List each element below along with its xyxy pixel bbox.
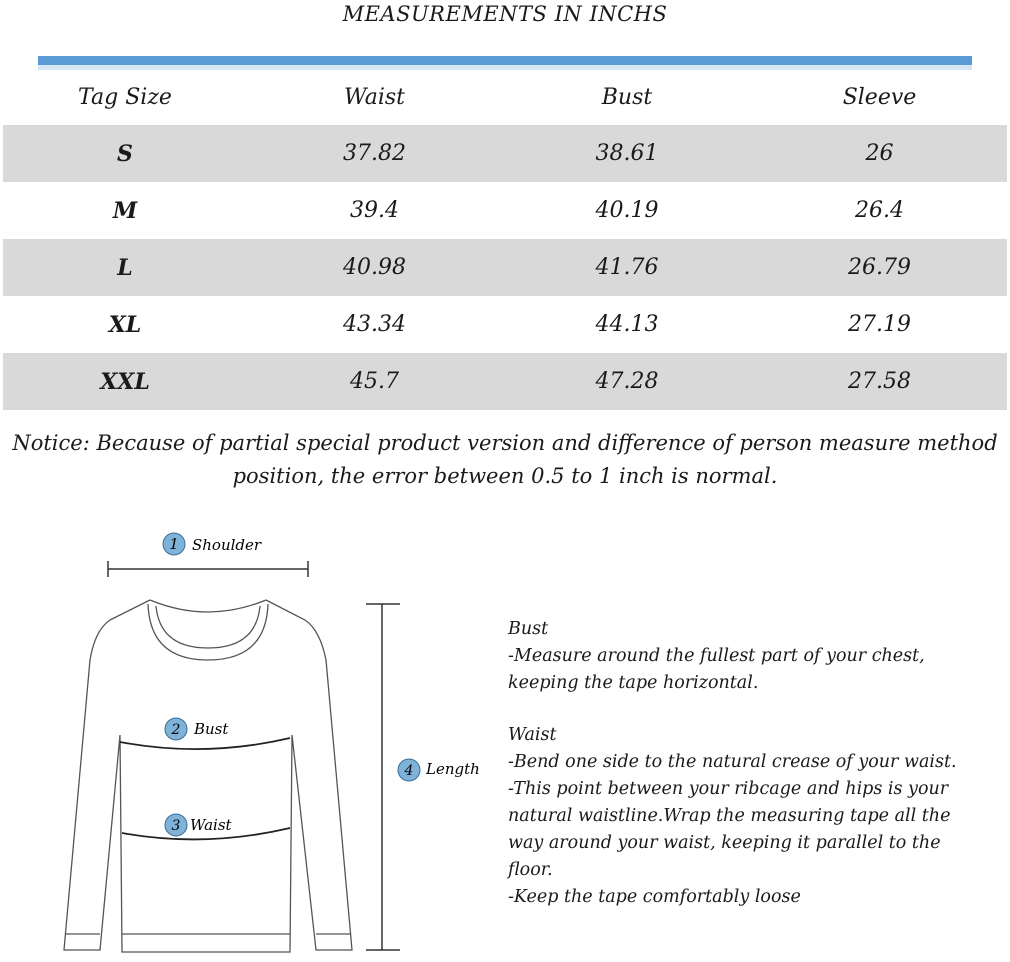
bust-instruction-line: keeping the tape horizontal.	[508, 673, 759, 693]
waist-cell: 40.98	[247, 239, 502, 296]
waist-instruction-line: natural waistline.Wrap the measuring tape all the	[508, 806, 951, 826]
size-cell: L	[3, 239, 247, 296]
header-waist: Waist	[344, 85, 405, 110]
sleeve-cell: 27.58	[752, 353, 1007, 410]
bust-heading: Bust	[508, 619, 549, 639]
table-row	[3, 239, 1007, 296]
shirt-measurement-diagram	[0, 520, 520, 962]
bust-instruction-line: -Measure around the fullest part of your chest,	[508, 646, 925, 666]
waist-label	[165, 814, 233, 836]
svg-text:Bust: Bust	[194, 720, 229, 738]
waist-heading: Waist	[508, 725, 557, 745]
waist-cell: 43.34	[343, 312, 406, 337]
svg-text:2: 2	[171, 722, 181, 738]
notice-text	[0, 427, 1010, 493]
page-title: MEASUREMENTS IN INCHS	[342, 2, 668, 26]
header-rule	[38, 56, 972, 65]
waist-cell: 37.82	[247, 125, 502, 182]
waist-instruction-line: floor.	[508, 860, 553, 880]
waist-cell: 39.4	[350, 198, 399, 223]
waist-instruction-line: way around your waist, keeping it parallel to the	[508, 833, 941, 853]
sleeve-cell: 26	[752, 125, 1007, 182]
bust-cell: 38.61	[502, 125, 752, 182]
bust-cell: 40.19	[595, 198, 659, 223]
bust-cell: 44.13	[595, 312, 659, 337]
svg-text:Waist: Waist	[190, 816, 232, 834]
svg-text:1: 1	[169, 535, 179, 553]
size-cell: S	[3, 125, 247, 182]
svg-text:4: 4	[404, 763, 414, 779]
waist-instruction-line: -Keep the tape comfortably loose	[508, 887, 801, 907]
header-bust: Bust	[601, 85, 653, 110]
notice-line-1: Notice: Because of partial special product version and difference of person measure method	[12, 431, 998, 455]
table-header-row	[3, 70, 1007, 125]
shoulder-label	[163, 533, 262, 555]
sleeve-cell: 27.19	[848, 312, 911, 337]
measurement-instructions	[508, 616, 998, 911]
svg-text:Shoulder: Shoulder	[192, 536, 262, 554]
table-row	[3, 182, 1007, 239]
svg-text:Length: Length	[426, 760, 480, 778]
size-chart-table	[3, 70, 1007, 410]
length-label	[398, 759, 480, 781]
bust-cell: 47.28	[502, 353, 752, 410]
bust-label	[165, 718, 229, 740]
sleeve-cell: 26.79	[752, 239, 1007, 296]
table-row	[3, 125, 1007, 182]
size-cell: XXL	[3, 353, 247, 410]
notice-line-2: position, the error between 0.5 to 1 inch is normal.	[232, 464, 778, 488]
table-row	[3, 296, 1007, 353]
waist-instruction-line: -Bend one side to the natural crease of your waist.	[508, 752, 957, 772]
waist-cell: 45.7	[247, 353, 502, 410]
svg-text:3: 3	[171, 818, 181, 834]
size-cell: M	[112, 197, 138, 224]
table-row	[3, 353, 1007, 410]
waist-instruction-line: -This point between your ribcage and hips is your	[508, 779, 949, 799]
header-sleeve: Sleeve	[842, 85, 917, 110]
bust-cell: 41.76	[502, 239, 752, 296]
size-cell: XL	[108, 311, 142, 338]
sleeve-cell: 26.4	[855, 198, 904, 223]
header-tag-size: Tag Size	[78, 85, 172, 110]
